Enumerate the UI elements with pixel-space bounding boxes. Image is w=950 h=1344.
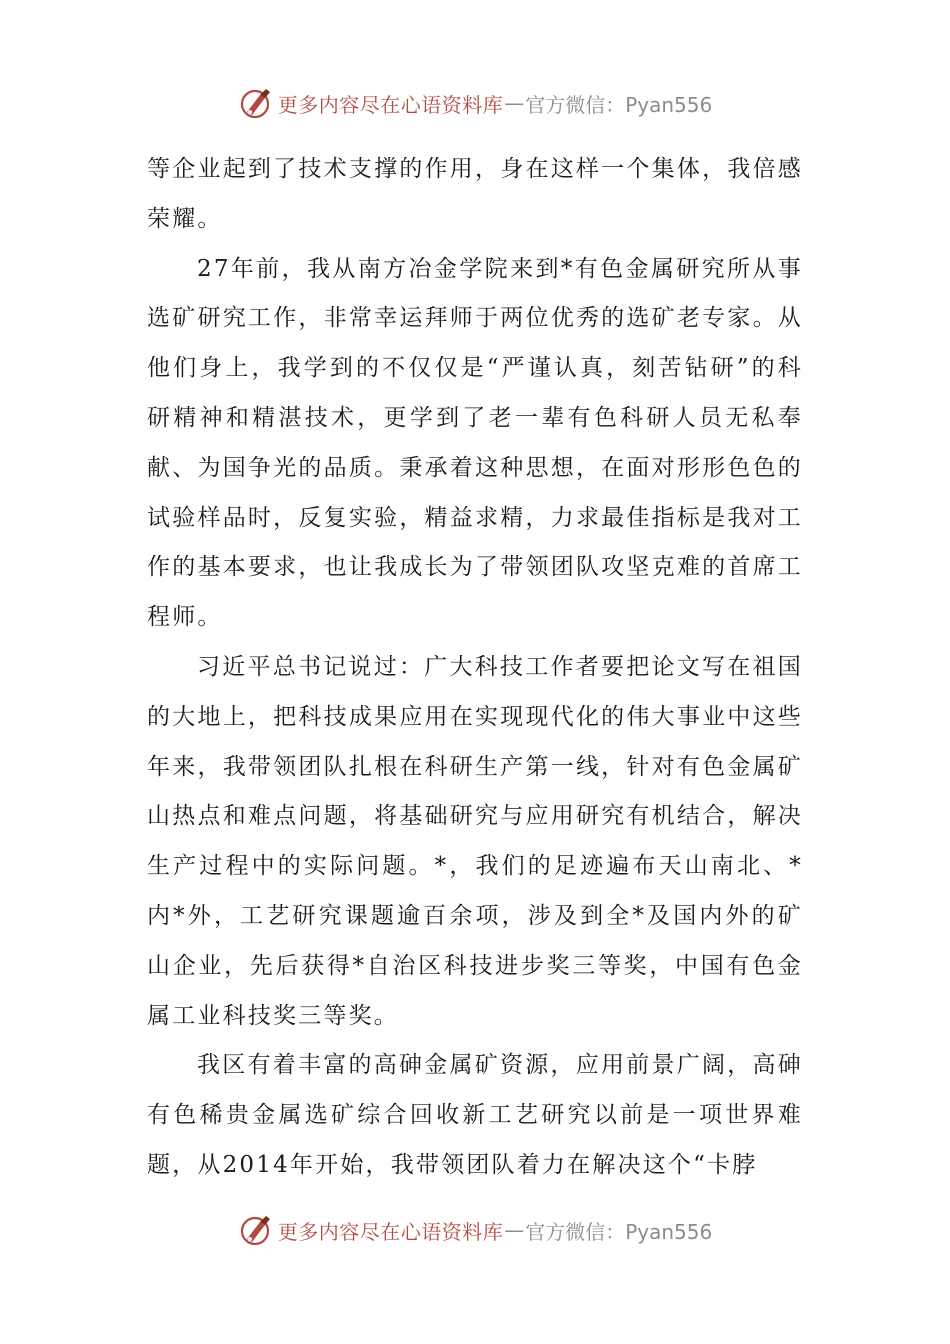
- watermark-gray-text: 官方微信：Pyan556: [525, 92, 713, 117]
- pen-logo-icon: [238, 1212, 274, 1248]
- paragraph-4: 我区有着丰富的高砷金属矿资源，应用前景广阔，高砷有色稀贵金属选矿综合回收新工艺研究以前是一项世界难题，从2014年开始，我带领团队着力在解决这个“卡脖: [147, 1052, 803, 1178]
- watermark-dash: —: [504, 1218, 525, 1242]
- watermark-banner-top: [0, 83, 950, 123]
- watermark-banner-bottom: [0, 1210, 950, 1250]
- watermark-red-text: 更多内容尽在心语资料库: [277, 1219, 504, 1244]
- paragraph-2: 27年前，我从南方冶金学院来到*有色金属研究所从事选矿研究工作，非常幸运拜师于两位优秀的选矿老专家。从他们身上，我学到的不仅仅是“严谨认真，刻苦钻研”的科研精神和精湛技术，更学到了老一辈有色科研人员无私奉献、为国争光的品质。秉承着这种思想，在面对形形色色的试验样品时，反复实验，精益求精，力求最佳指标是我对工作的基本要求，也让我成长为了带领团队攻坚克难的首席工程师。: [147, 255, 803, 631]
- pen-logo-icon: [238, 85, 274, 121]
- paragraph-1: 等企业起到了技术支撑的作用，身在这样一个集体，我倍感荣耀。: [147, 156, 803, 232]
- document-body: [147, 145, 803, 1191]
- watermark-gray-text: 官方微信：Pyan556: [525, 1219, 713, 1244]
- watermark-red-text: 更多内容尽在心语资料库: [277, 92, 504, 117]
- paragraph-3: 习近平总书记说过：广大科技工作者要把论文写在祖国的大地上，把科技成果应用在实现现代化的伟大事业中这些年来，我带领团队扎根在科研生产第一线，针对有色金属矿山热点和难点问题，将基础研究与应用研究有机结合，解决生产过程中的实际问题。*，我们的足迹遍布天山南北、*内*外，工艺研究课题逾百余项，涉及到全*及国内外的矿山企业，先后获得*自治区科技进步奖三等奖，中国有色金属工业科技奖三等奖。: [147, 653, 803, 1029]
- watermark-dash: —: [504, 91, 525, 115]
